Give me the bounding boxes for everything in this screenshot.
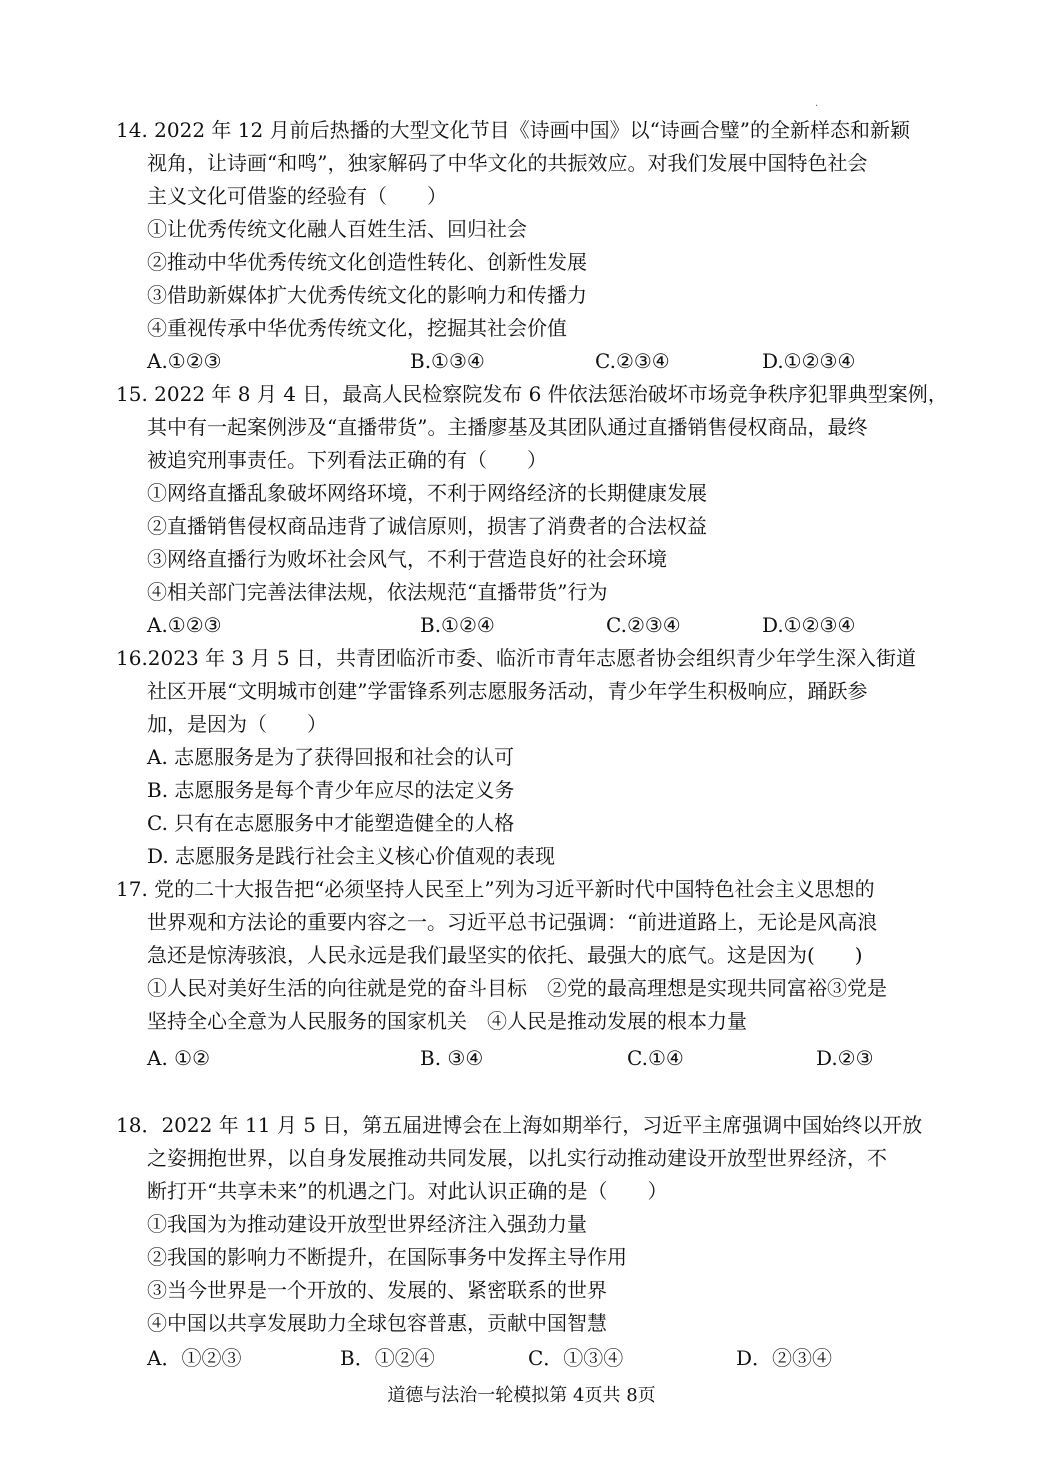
question-15-option-d: D.①②③④ [762, 613, 856, 637]
question-15-item-4: ④相关部门完善法律法规，依法规范“直播带货”行为 [147, 580, 608, 604]
question-14-stem-line-2: 视角，让诗画“和鸣”，独家解码了中华文化的共振效应。对我们发展中国特色社会 [147, 151, 868, 175]
question-18-stem-line-3: 断打开“共享未来”的机遇之门。对此认识正确的是（ ） [147, 1179, 668, 1203]
question-18-option-c: C．①③④ [528, 1346, 624, 1370]
question-14-option-c: C.②③④ [595, 349, 670, 373]
question-18-stem-line-1: 18．2022 年 11 月 5 日，第五届进博会在上海如期举行，习近平主席强调中国始终以开放 [116, 1113, 923, 1137]
question-18-item-1: ①我国为为推动建设开放型世界经济注入强劲力量 [147, 1212, 587, 1236]
question-14-item-2: ②推动中华优秀传统文化创造性转化、创新性发展 [147, 250, 587, 274]
question-15-option-a: A.①②③ [147, 613, 222, 637]
question-18-item-2: ②我国的影响力不断提升，在国际事务中发挥主导作用 [147, 1245, 627, 1269]
question-15-option-b: B.①②④ [420, 613, 495, 637]
question-14-option-d: D.①②③④ [762, 349, 856, 373]
question-18-item-3: ③当今世界是一个开放的、发展的、紧密联系的世界 [147, 1278, 607, 1302]
question-17-stem-line-1: 17. 党的二十大报告把“必须坚持人民至上”列为习近平新时代中国特色社会主义思想的 [116, 877, 875, 901]
question-16-option-b: B. 志愿服务是每个青少年应尽的法定义务 [147, 778, 515, 802]
question-17-option-a: A. ①② [147, 1046, 211, 1070]
question-16-stem-line-1: 16.2023 年 3 月 5 日，共青团临沂市委、临沂市青年志愿者协会组织青少年学生深入街道 [116, 646, 916, 670]
question-16-stem-line-3: 加，是因为（ ） [147, 712, 327, 736]
question-14-item-4: ④重视传承中华优秀传统文化，挖掘其社会价值 [147, 316, 567, 340]
question-16-option-c: C. 只有在志愿服务中才能塑造健全的人格 [147, 811, 515, 835]
question-15-stem-line-3: 被追究刑事责任。下列看法正确的有（ ） [147, 448, 547, 472]
question-18-option-d: D．②③④ [736, 1346, 833, 1370]
question-17-stem-line-3: 急还是惊涛骇浪，人民永远是我们最坚实的依托、最强大的底气。这是因为( ) [147, 943, 863, 967]
question-14-item-1: ①让优秀传统文化融人百姓生活、回归社会 [147, 217, 527, 241]
question-16-option-a: A. 志愿服务是为了获得回报和社会的认可 [147, 745, 515, 769]
question-17-stem-line-5: 坚持全心全意为人民服务的国家机关 ④人民是推动发展的根本力量 [147, 1009, 747, 1033]
question-14-option-b: B.①③④ [410, 349, 485, 373]
question-16-stem-line-2: 社区开展“文明城市创建”学雷锋系列志愿服务活动，青少年学生积极响应，踊跃参 [147, 679, 868, 703]
question-14-stem-line-3: 主义文化可借鉴的经验有（ ） [147, 184, 447, 208]
question-18-item-4: ④中国以共享发展助力全球包容普惠，贡献中国智慧 [147, 1311, 607, 1335]
corner-mark: . [815, 98, 819, 109]
question-16-option-d: D. 志愿服务是践行社会主义核心价值观的表现 [147, 844, 556, 868]
question-15-stem-line-1: 15. 2022 年 8 月 4 日，最高人民检察院发布 6 件依法惩治破坏市场竞争秩序犯罪典型案例， [116, 382, 948, 406]
question-14-item-3: ③借助新媒体扩大优秀传统文化的影响力和传播力 [147, 283, 587, 307]
question-17-option-c: C.①④ [627, 1046, 684, 1070]
question-17-option-b: B. ③④ [420, 1046, 484, 1070]
question-18-option-a: A．①②③ [147, 1346, 242, 1370]
question-15-stem-line-2: 其中有一起案例涉及“直播带货”。主播廖基及其团队通过直播销售侵权商品，最终 [147, 415, 868, 439]
question-17-stem-line-4: ①人民对美好生活的向往就是党的奋斗目标 ②党的最高理想是实现共同富裕③党是 [147, 976, 887, 1000]
question-15-item-3: ③网络直播行为败坏社会风气，不利于营造良好的社会环境 [147, 547, 667, 571]
question-18-option-b: B．①②④ [340, 1346, 435, 1370]
page-footer: 道德与法治一轮模拟第 4页共 8页 [387, 1385, 656, 1406]
question-14-stem-line-1: 14. 2022 年 12 月前后热播的大型文化节目《诗画中国》以“诗画合璧”的全新样态和新颖 [116, 118, 911, 142]
question-17-stem-line-2: 世界观和方法论的重要内容之一。习近平总书记强调：“前进道路上，无论是风高浪 [147, 910, 878, 934]
question-18-stem-line-2: 之姿拥抱世界，以自身发展推动共同发展，以扎实行动推动建设开放型世界经济，不 [147, 1146, 887, 1170]
question-15-item-1: ①网络直播乱象破坏网络环境，不利于网络经济的长期健康发展 [147, 481, 707, 505]
question-17-option-d: D.②③ [816, 1046, 874, 1070]
question-15-item-2: ②直播销售侵权商品违背了诚信原则，损害了消费者的合法权益 [147, 514, 707, 538]
question-14-option-a: A.①②③ [147, 349, 222, 373]
question-15-option-c: C.②③④ [606, 613, 681, 637]
